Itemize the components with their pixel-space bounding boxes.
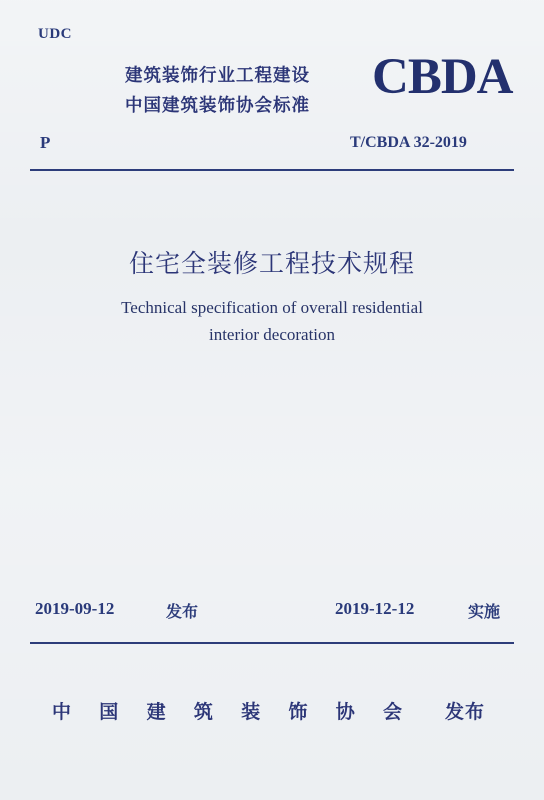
issue-date: 2019-09-12 xyxy=(35,599,115,618)
implementation-label: 实施 xyxy=(468,602,501,621)
issuer-line-1: 建筑装饰行业工程建设 xyxy=(125,66,310,86)
publisher-char: 建 xyxy=(146,701,166,723)
publisher-char: 中 xyxy=(52,701,72,723)
standard-number: T/CBDA 32-2019 xyxy=(350,134,467,151)
publisher-char: 筑 xyxy=(193,701,213,723)
publisher-char: 装 xyxy=(241,701,261,723)
top-divider xyxy=(30,169,514,171)
cbda-logo: CBDA xyxy=(372,49,513,105)
udc-label: UDC xyxy=(38,26,72,42)
publisher-char: 饰 xyxy=(288,701,308,723)
classification-code: P xyxy=(40,133,51,152)
publisher-char: 国 xyxy=(99,701,119,723)
title-english-line-2: interior decoration xyxy=(208,325,336,344)
publisher-char: 会 xyxy=(382,701,402,723)
title-english-line-1: Technical specification of overall residential xyxy=(121,298,423,317)
implementation-date: 2019-12-12 xyxy=(335,599,415,618)
title-chinese: 住宅全装修工程技术规程 xyxy=(128,249,415,278)
publisher-name xyxy=(52,697,402,724)
issue-label: 发布 xyxy=(166,602,199,621)
publisher-char: 协 xyxy=(335,701,355,723)
issuer-line-2: 中国建筑装饰协会标准 xyxy=(125,96,310,116)
bottom-divider xyxy=(30,642,514,644)
publish-label: 发布 xyxy=(445,701,486,723)
